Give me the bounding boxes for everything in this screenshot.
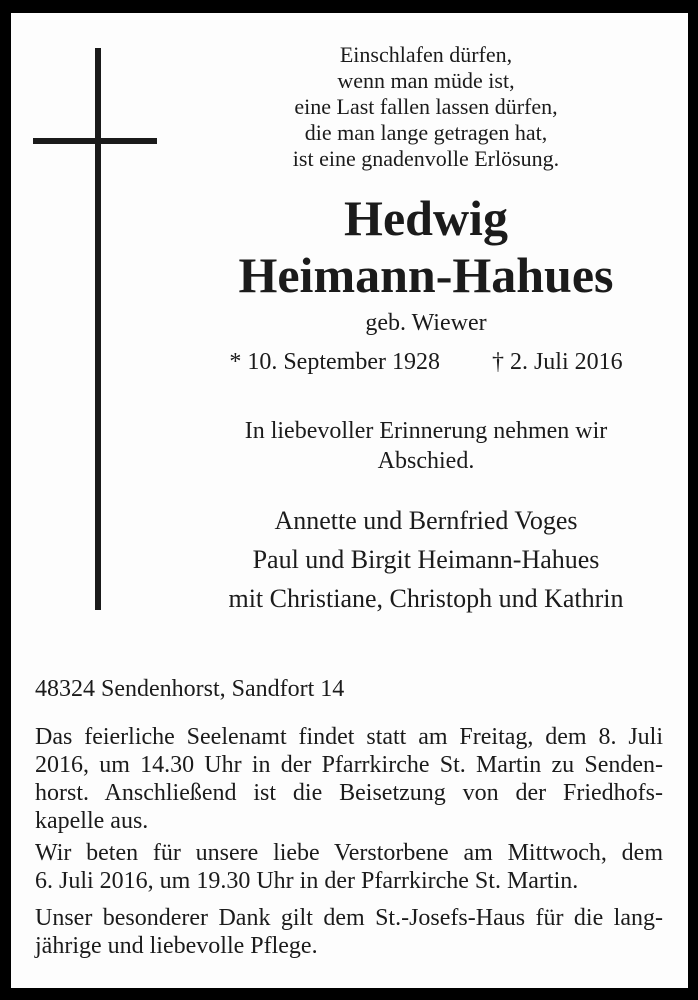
thanks-paragraph bbox=[35, 904, 663, 960]
farewell-line: In liebevoller Erinnerung nehmen wir bbox=[244, 418, 608, 444]
paragraph-line: horst. Anschließend ist die Beisetzung von der Friedhofs- bbox=[35, 780, 663, 806]
farewell-line: Abschied. bbox=[377, 448, 475, 474]
birth-date: * 10. September 1928 bbox=[229, 349, 440, 375]
deceased-last-name: Heimann-Hahues bbox=[238, 247, 614, 303]
opening-verse bbox=[160, 42, 692, 172]
verse-line: ist eine gnadenvolle Erlösung. bbox=[292, 146, 560, 171]
deceased-first-name: Hedwig bbox=[344, 190, 508, 246]
paragraph-line: Wir beten für unsere liebe Verstorbene am Mittwoch, dem bbox=[35, 840, 663, 866]
verse-line: Einschlafen dürfen, bbox=[339, 42, 513, 67]
deceased-name bbox=[160, 190, 692, 304]
mourner-line: Paul und Birgit Heimann-Hahues bbox=[252, 545, 600, 574]
prayer-paragraph bbox=[35, 839, 663, 895]
farewell-statement bbox=[160, 416, 692, 476]
cross-horizontal-bar bbox=[33, 138, 157, 144]
paragraph-line: jährige und liebevolle Pflege. bbox=[35, 933, 318, 959]
life-dates bbox=[160, 349, 692, 376]
verse-line: eine Last fallen lassen dürfen, bbox=[294, 94, 558, 119]
paragraph-line: Unser besonderer Dank gilt dem St.-Josefs-Haus für die lang- bbox=[35, 905, 663, 931]
verse-line: wenn man müde ist, bbox=[337, 68, 515, 93]
mourner-line: mit Christiane, Christoph und Kathrin bbox=[228, 584, 624, 613]
death-date: † 2. Juli 2016 bbox=[491, 349, 623, 375]
cross-vertical-bar bbox=[95, 48, 101, 610]
verse-line: die man lange getragen hat, bbox=[304, 120, 548, 145]
home-address: 48324 Sendenhorst, Sandfort 14 bbox=[35, 676, 345, 702]
requiem-paragraph bbox=[35, 723, 663, 835]
paragraph-line: Das feierliche Seelenamt findet statt am Freitag, dem 8. Juli bbox=[35, 724, 663, 750]
paragraph-line: 6. Juli 2016, um 19.30 Uhr in der Pfarrkirche St. Martin. bbox=[35, 868, 579, 894]
paragraph-line: 2016, um 14.30 Uhr in der Pfarrkirche St. Martin zu Senden- bbox=[35, 752, 663, 778]
mourner-line: Annette und Bernfried Voges bbox=[274, 506, 578, 535]
paragraph-line: kapelle aus. bbox=[35, 808, 149, 834]
maiden-name: geb. Wiewer bbox=[365, 310, 487, 336]
mourners-list bbox=[160, 501, 692, 618]
